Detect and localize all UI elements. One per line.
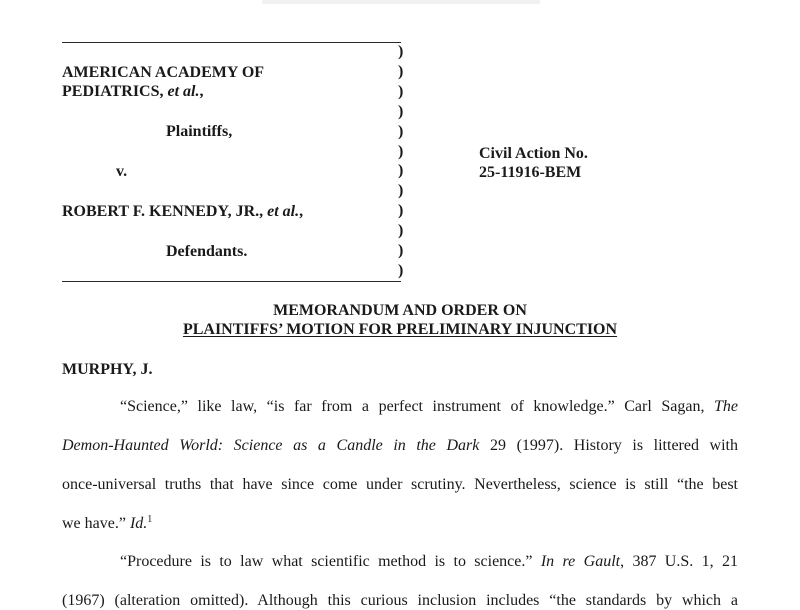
plaintiff-name-line1: AMERICAN ACADEMY OF <box>62 64 265 81</box>
judge-name: MURPHY, J. <box>62 361 153 378</box>
civil-action-label: Civil Action No. <box>479 145 588 162</box>
body-line <box>62 475 738 494</box>
caption-top-rule <box>62 42 401 43</box>
italic-citation: Demon-Haunted World: Science as a Candle in the Dark <box>62 437 480 454</box>
italic-citation: The <box>714 398 738 415</box>
defendant-name: ROBERT F. KENNEDY, JR., et al., <box>62 203 304 220</box>
body-line <box>62 514 738 533</box>
italic-citation: Id. <box>129 515 148 532</box>
text-run: 29 (1997). History is littered with <box>479 437 739 454</box>
caption-bottom-rule <box>62 281 401 282</box>
title-line-2: PLAINTIFFS’ MOTION FOR PRELIMINARY INJUNCTION <box>182 321 618 338</box>
caption-paren: ) <box>398 162 404 180</box>
plaintiff-name <box>62 63 264 101</box>
text-run: (1967) (alteration omitted). Although this curious inclusion includes “the standards by which a <box>62 592 738 609</box>
text-run: we have.” <box>62 515 130 532</box>
caption-paren: ) <box>398 122 404 140</box>
italic-citation: In re Gault <box>540 553 621 570</box>
caption-paren: ) <box>398 102 404 120</box>
body-line <box>62 436 738 455</box>
caption-paren: ) <box>398 261 404 279</box>
document-title <box>0 301 800 339</box>
text-run: , 387 U.S. 1, 21 <box>620 553 738 570</box>
caption-paren: ) <box>398 202 404 220</box>
text-run: “Science,” like law, “is far from a perfect instrument of knowledge.” Carl Sagan, <box>120 398 714 415</box>
text-run: once-universal truths that have since come under scrutiny. Nevertheless, science is still “the best <box>62 476 738 493</box>
civil-action-number: 25-11916-BEM <box>479 164 582 181</box>
text-run: “Procedure is to law what scientific method is to science.” <box>120 553 541 570</box>
footnote-marker[interactable]: 1 <box>147 514 153 525</box>
plaintiff-name-line2: PEDIATRICS, et al., <box>62 83 204 100</box>
caption-paren: ) <box>398 182 404 200</box>
plaintiffs-label: Plaintiffs, <box>166 123 233 140</box>
defendants-label: Defendants. <box>166 243 248 260</box>
title-line-1: MEMORANDUM AND ORDER ON <box>273 302 527 319</box>
case-number-block <box>479 144 588 182</box>
caption-paren: ) <box>398 222 404 240</box>
caption-paren: ) <box>398 62 404 80</box>
versus-label: v. <box>116 163 128 180</box>
caption-paren: ) <box>398 142 404 160</box>
body-line <box>62 397 738 416</box>
body-line <box>62 591 738 610</box>
caption-paren: ) <box>398 43 404 60</box>
body-line <box>62 552 738 571</box>
caption-paren: ) <box>398 242 404 260</box>
caption-paren: ) <box>398 82 404 100</box>
clipped-court-header <box>262 0 540 4</box>
plaintiff-et-al: et al. <box>167 83 200 100</box>
defendant-et-al: et al. <box>267 203 300 220</box>
caption-parenthesis-column <box>398 42 410 281</box>
